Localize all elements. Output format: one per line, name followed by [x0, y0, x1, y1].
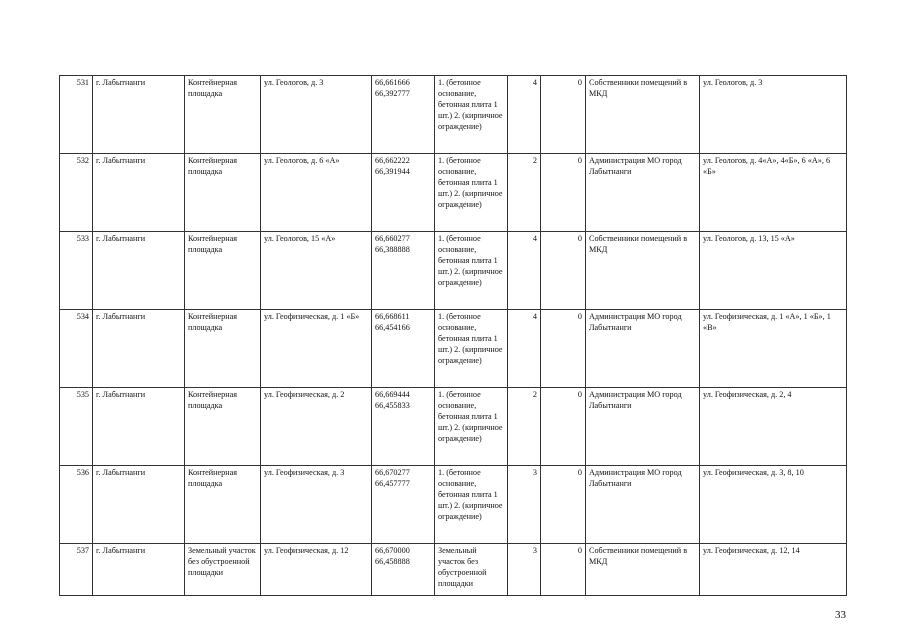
address-cell: ул. Геологов, д. 3 — [261, 76, 372, 154]
row-number-cell: 531 — [60, 76, 93, 154]
latitude: 66,668611 — [375, 312, 410, 321]
coordinates-cell — [372, 310, 435, 388]
coordinates-cell — [372, 154, 435, 232]
table-row — [60, 154, 847, 232]
containers-count-cell: 0 — [541, 310, 586, 388]
latitude: 66,662222 — [375, 156, 410, 165]
latitude: 66,670000 — [375, 546, 410, 555]
site-type-cell: Контейнерная площадка — [185, 154, 261, 232]
address-cell: ул. Геологов, д. 6 «А» — [261, 154, 372, 232]
address-cell: ул. Геофизическая, д. 1 «Б» — [261, 310, 372, 388]
page-number: 33 — [835, 609, 846, 621]
latitude: 66,669444 — [375, 390, 410, 399]
served-objects-cell: ул. Геологов, д. 13, 15 «А» — [700, 232, 847, 310]
table-row — [60, 76, 847, 154]
row-number-cell: 533 — [60, 232, 93, 310]
waste-sites-table — [59, 75, 847, 596]
longitude: 66,458888 — [375, 556, 410, 566]
address-cell: ул. Геофизическая, д. 12 — [261, 544, 372, 596]
owner-cell: Собственники помещений в МКД — [586, 76, 700, 154]
table-row — [60, 232, 847, 310]
coordinates-cell — [372, 76, 435, 154]
containers-count-cell: 0 — [541, 154, 586, 232]
surface-cell: 1. (бетонное основание, бетонная плита 1 шт.) 2. (кирпичное ограждение) — [435, 232, 508, 310]
address-cell: ул. Геофизическая, д. 3 — [261, 466, 372, 544]
served-objects-cell: ул. Геофизическая, д. 1 «А», 1 «Б», 1 «В» — [700, 310, 847, 388]
containers-count-cell: 0 — [541, 544, 586, 596]
served-objects-cell: ул. Геофизическая, д. 2, 4 — [700, 388, 847, 466]
settlement-cell: г. Лабытнанги — [93, 388, 185, 466]
settlement-cell: г. Лабытнанги — [93, 154, 185, 232]
site-type-cell: Земельный участок без обустроенной площадки — [185, 544, 261, 596]
site-type-cell: Контейнерная площадка — [185, 310, 261, 388]
surface-cell: 1. (бетонное основание, бетонная плита 1 шт.) 2. (кирпичное ограждение) — [435, 466, 508, 544]
row-number-cell: 537 — [60, 544, 93, 596]
surface-cell: 1. (бетонное основание, бетонная плита 1 шт.) 2. (кирпичное ограждение) — [435, 388, 508, 466]
served-objects-cell: ул. Геологов, д. 4«А», 4«Б», 6 «А», 6 «Б» — [700, 154, 847, 232]
containers-count-cell: 0 — [541, 76, 586, 154]
longitude: 66,391944 — [375, 166, 410, 176]
owner-cell: Собственники помещений в МКД — [586, 232, 700, 310]
owner-cell: Администрация МО город Лабытнанги — [586, 466, 700, 544]
bins-count-cell: 2 — [508, 154, 541, 232]
table-row — [60, 544, 847, 596]
longitude: 66,454166 — [375, 322, 410, 332]
site-type-cell: Контейнерная площадка — [185, 466, 261, 544]
settlement-cell: г. Лабытнанги — [93, 232, 185, 310]
row-number-cell: 535 — [60, 388, 93, 466]
owner-cell: Администрация МО город Лабытнанги — [586, 310, 700, 388]
owner-cell: Администрация МО город Лабытнанги — [586, 388, 700, 466]
row-number-cell: 536 — [60, 466, 93, 544]
table-row — [60, 310, 847, 388]
owner-cell: Администрация МО город Лабытнанги — [586, 154, 700, 232]
surface-cell: 1. (бетонное основание, бетонная плита 1 шт.) 2. (кирпичное ограждение) — [435, 154, 508, 232]
table-row — [60, 466, 847, 544]
containers-count-cell: 0 — [541, 388, 586, 466]
latitude: 66,670277 — [375, 468, 410, 477]
surface-cell: Земельный участок без обустроенной площадки — [435, 544, 508, 596]
coordinates-cell — [372, 466, 435, 544]
coordinates-cell — [372, 388, 435, 466]
site-type-cell: Контейнерная площадка — [185, 388, 261, 466]
served-objects-cell: ул. Геологов, д. 3 — [700, 76, 847, 154]
site-type-cell: Контейнерная площадка — [185, 76, 261, 154]
row-number-cell: 532 — [60, 154, 93, 232]
longitude: 66,457777 — [375, 478, 410, 488]
address-cell: ул. Геологов, 15 «А» — [261, 232, 372, 310]
table-row — [60, 388, 847, 466]
served-objects-cell: ул. Геофизическая, д. 3, 8, 10 — [700, 466, 847, 544]
site-type-cell: Контейнерная площадка — [185, 232, 261, 310]
served-objects-cell: ул. Геофизическая, д. 12, 14 — [700, 544, 847, 596]
containers-count-cell: 0 — [541, 232, 586, 310]
longitude: 66,455833 — [375, 400, 410, 410]
latitude: 66,660277 — [375, 234, 410, 243]
surface-cell: 1. (бетонное основание, бетонная плита 1 шт.) 2. (кирпичное ограждение) — [435, 76, 508, 154]
bins-count-cell: 2 — [508, 388, 541, 466]
latitude: 66,661666 — [375, 78, 410, 87]
owner-cell: Собственники помещений в МКД — [586, 544, 700, 596]
coordinates-cell — [372, 232, 435, 310]
bins-count-cell: 3 — [508, 544, 541, 596]
bins-count-cell: 3 — [508, 466, 541, 544]
coordinates-cell — [372, 544, 435, 596]
longitude: 66,392777 — [375, 88, 410, 98]
settlement-cell: г. Лабытнанги — [93, 76, 185, 154]
row-number-cell: 534 — [60, 310, 93, 388]
address-cell: ул. Геофизическая, д. 2 — [261, 388, 372, 466]
settlement-cell: г. Лабытнанги — [93, 310, 185, 388]
bins-count-cell: 4 — [508, 76, 541, 154]
settlement-cell: г. Лабытнанги — [93, 466, 185, 544]
bins-count-cell: 4 — [508, 232, 541, 310]
surface-cell: 1. (бетонное основание, бетонная плита 1 шт.) 2. (кирпичное ограждение) — [435, 310, 508, 388]
longitude: 66,388888 — [375, 244, 410, 254]
settlement-cell: г. Лабытнанги — [93, 544, 185, 596]
bins-count-cell: 4 — [508, 310, 541, 388]
containers-count-cell: 0 — [541, 466, 586, 544]
